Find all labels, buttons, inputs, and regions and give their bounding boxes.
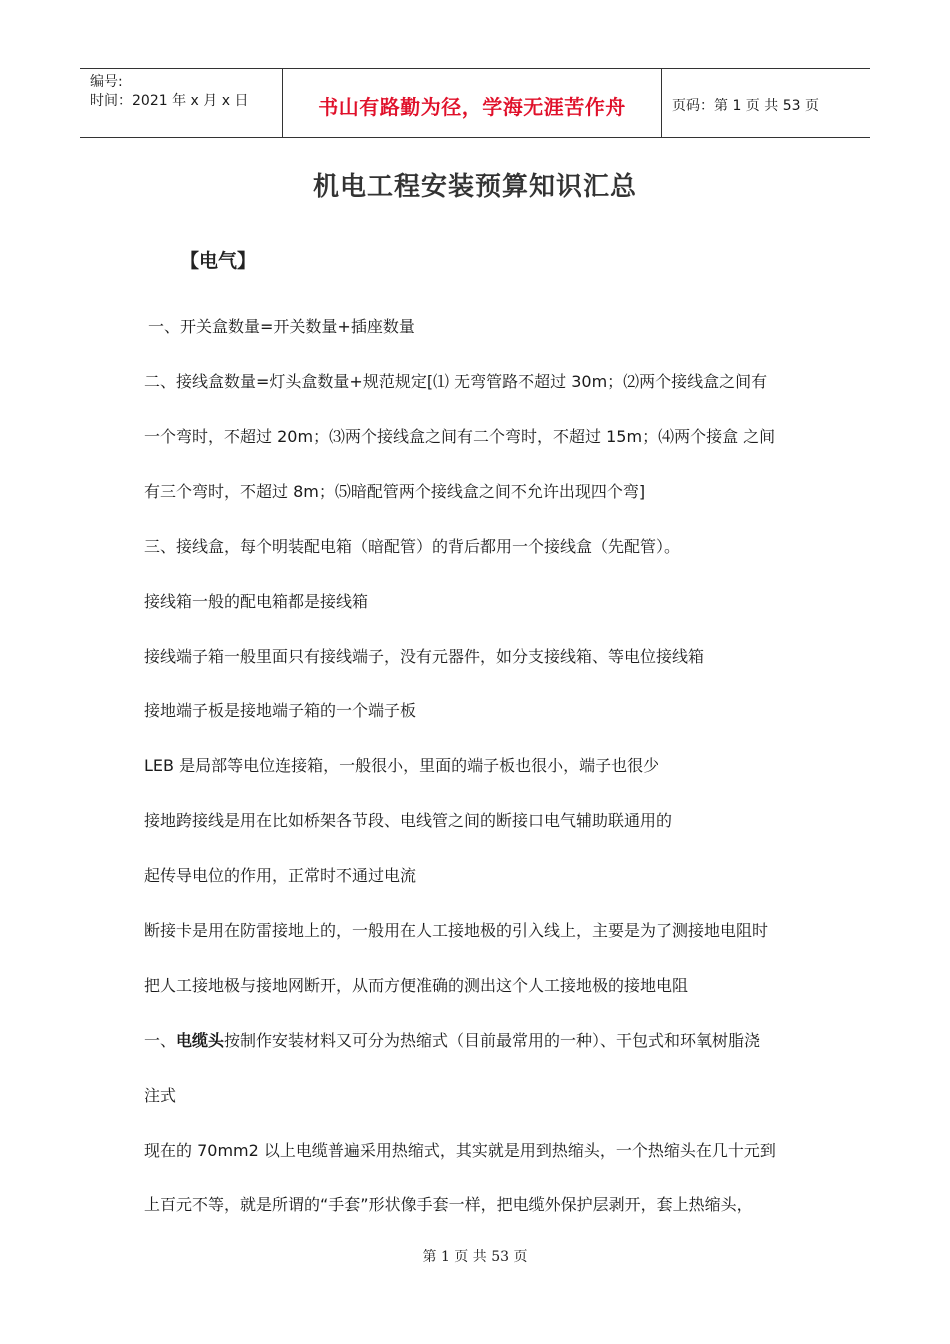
header-meta-cell [80, 69, 282, 137]
time-label: 时间：2021 年 x 月 x 日 [90, 93, 249, 109]
body-line: 现在的 70mm2 以上电缆普遍采用热缩式，其实就是用到热缩头，一个热缩头在几十元到 [144, 1141, 776, 1160]
cable-line-bold: 电缆头 [176, 1031, 225, 1050]
body-line: 把人工接地极与接地网断开，从而方便准确的测出这个人工接地极的接地电阻 [144, 976, 689, 995]
cable-head-line [144, 1028, 760, 1051]
body-line: 注式 [144, 1086, 177, 1105]
body-line: 一个弯时，不超过 20m；⑶两个接线盒之间有二个弯时，不超过 15m；⑷两个接盒 之间 [144, 427, 776, 446]
number-label: 编号: [90, 74, 123, 90]
body-line: 接地跨接线是用在比如桥架各节段、电线管之间的断接口电气辅助联通用的 [144, 811, 673, 830]
body-line: LEB 是局部等电位连接箱，一般很小，里面的端子板也很小，端子也很少 [144, 756, 660, 775]
page-footer: 第 1 页 共 53 页 [422, 1249, 528, 1265]
header-table [80, 68, 870, 138]
body-line: 有三个弯时，不超过 8m；⑸暗配管两个接线盒之间不允许出现四个弯] [144, 482, 646, 501]
cable-line-prefix: 一、 [144, 1031, 177, 1050]
body-line: 接地端子板是接地端子箱的一个端子板 [144, 701, 417, 720]
header-motto: 书山有路勤为径，学海无涯苦作舟 [282, 69, 662, 137]
body-line: 三、接线盒，每个明装配电箱（暗配管）的背后都用一个接线盒（先配管）。 [144, 537, 681, 556]
body-line: 起传导电位的作用，正常时不通过电流 [144, 866, 417, 885]
body-line: 断接卡是用在防雷接地上的，一般用在人工接地极的引入线上，主要是为了测接地电阻时 [144, 921, 769, 940]
body-line: 一、开关盒数量=开关数量+插座数量 [148, 317, 415, 336]
section-heading: 【电气】 [180, 250, 257, 272]
header-page-code: 页码：第 1 页 共 53 页 [672, 98, 819, 114]
cable-line-rest: 按制作安装材料又可分为热缩式（目前最常用的一种）、干包式和环氧树脂浇 [224, 1031, 761, 1050]
body-line: 上百元不等，就是所谓的“手套”形状像手套一样，把电缆外保护层剥开，套上热缩头， [144, 1195, 753, 1214]
page-title: 机电工程安装预算知识汇总 [312, 172, 637, 202]
body-line: 二、接线盒数量=灯头盒数量+规范规定[⑴ 无弯管路不超过 30m；⑵两个接线盒之间有 [144, 372, 768, 391]
body-line: 接线端子箱一般里面只有接线端子，没有元器件，如分支接线箱、等电位接线箱 [144, 647, 705, 666]
body-line: 接线箱一般的配电箱都是接线箱 [144, 592, 369, 611]
